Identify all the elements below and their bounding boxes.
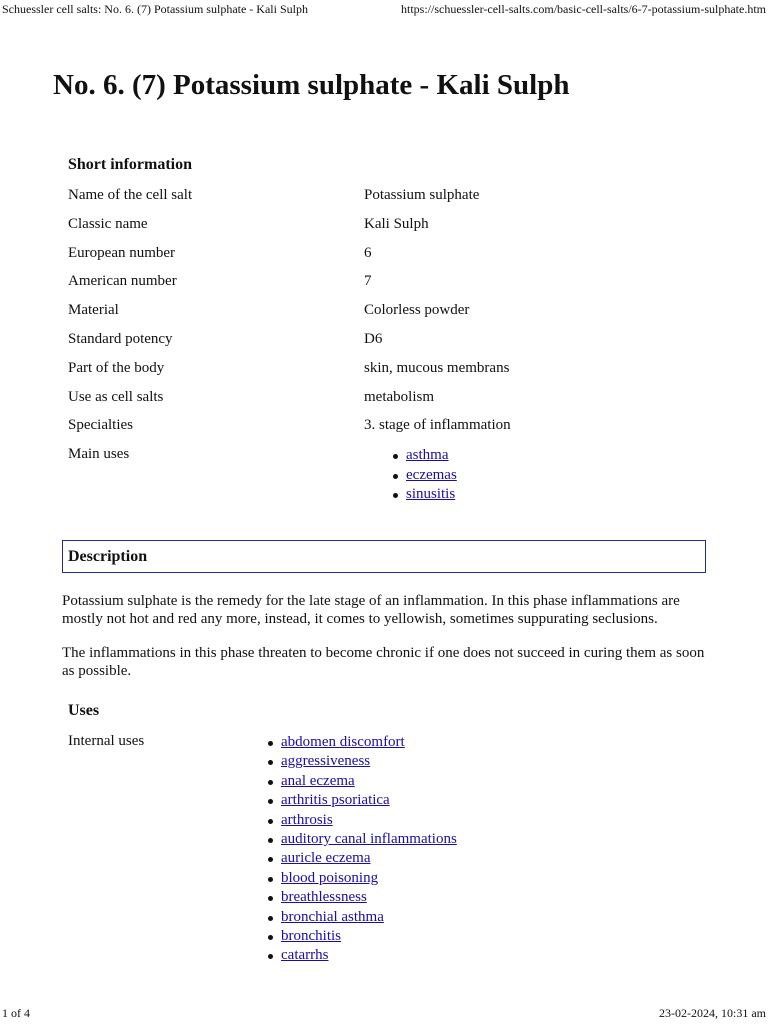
list-item (265, 908, 457, 927)
internal-use-link[interactable]: bronchial asthma (281, 908, 384, 925)
info-row-specialties (68, 414, 708, 443)
info-label: Standard potency (68, 330, 173, 347)
internal-use-link[interactable]: anal eczema (281, 772, 355, 789)
list-item (265, 791, 457, 810)
info-value: 3. stage of inflammation (364, 417, 511, 434)
info-value: 7 (364, 273, 372, 290)
short-information-table (68, 184, 708, 502)
info-label: Specialties (68, 417, 133, 434)
info-label: American number (68, 273, 177, 290)
description-paragraph: The inflammations in this phase threaten to become chronic if one does not succeed in curing them as soon as possible. (62, 645, 705, 679)
info-row-name (68, 184, 708, 213)
info-value: 6 (364, 244, 372, 261)
short-information-heading: Short information (68, 156, 192, 173)
internal-uses-label: Internal uses (68, 733, 145, 749)
internal-use-link[interactable]: auditory canal inflammations (281, 830, 457, 847)
info-label: Use as cell salts (68, 388, 164, 405)
internal-use-link[interactable]: blood poisoning (281, 869, 379, 886)
page-counter: 1 of 4 (2, 1006, 30, 1020)
info-value: skin, mucous membrans (364, 359, 510, 376)
page-title: No. 6. (7) Potassium sulphate - Kali Sulph (53, 69, 570, 101)
info-row-use-as-cell-salts (68, 386, 708, 415)
print-header-url: https://schuessler-cell-salts.com/basic-cell-salts/6-7-potassium-sulphate.htm (400, 2, 766, 16)
description-paragraph: Potassium sulphate is the remedy for the late stage of an inflammation. In this phase inflammations are mostly not hot and red any more, instead, it comes to yellowish, sometimes suppurating seclusions. (62, 593, 680, 627)
main-use-link[interactable]: sinusitis (406, 485, 456, 502)
info-value: metabolism (364, 388, 434, 405)
info-label: Name of the cell salt (68, 187, 193, 203)
internal-use-link[interactable]: bronchitis (281, 927, 341, 944)
info-row-main-uses (68, 443, 708, 502)
description-heading-box (62, 540, 706, 573)
main-use-link[interactable]: asthma (406, 447, 449, 464)
info-label: Part of the body (68, 359, 165, 376)
list-item (390, 466, 457, 485)
main-uses-label: Main uses (68, 446, 130, 463)
print-date: 23-02-2024, 10:31 am (659, 1006, 766, 1020)
internal-use-link[interactable]: arthrosis (281, 811, 333, 828)
description-heading: Description (68, 548, 148, 565)
list-item (265, 946, 457, 965)
list-item (265, 849, 457, 868)
info-value: Potassium sulphate (364, 187, 480, 203)
info-row-european-number (68, 242, 708, 271)
list-item (390, 446, 457, 465)
info-label: Material (68, 302, 119, 319)
internal-use-link[interactable]: arthritis psoriatica (281, 792, 390, 809)
main-uses-list (390, 446, 457, 504)
info-label: Classic name (68, 215, 148, 232)
main-use-link[interactable]: eczemas (406, 466, 457, 483)
internal-use-link[interactable]: aggressiveness (281, 753, 371, 770)
list-item (265, 869, 457, 888)
info-value: Kali Sulph (364, 215, 429, 232)
list-item (265, 772, 457, 791)
list-item (265, 752, 457, 771)
list-item (265, 733, 457, 752)
info-row-material (68, 299, 708, 328)
info-row-american-number (68, 270, 708, 299)
print-header-title: Schuessler cell salts: No. 6. (7) Potassium sulphate - Kali Sulph (2, 2, 308, 16)
internal-uses-list (265, 733, 457, 966)
info-value: D6 (364, 330, 383, 347)
internal-use-link[interactable]: breathlessness (281, 889, 367, 906)
info-value: Colorless powder (364, 302, 470, 319)
info-row-standard-potency (68, 328, 708, 357)
info-row-classic-name (68, 213, 708, 242)
short-information-section (68, 154, 708, 502)
info-row-part-of-body (68, 357, 708, 386)
internal-use-link[interactable]: catarrhs (281, 947, 329, 964)
list-item (265, 811, 457, 830)
uses-heading: Uses (68, 702, 100, 719)
list-item (265, 830, 457, 849)
internal-use-link[interactable]: abdomen discomfort (281, 734, 405, 750)
list-item (265, 927, 457, 946)
list-item (390, 485, 457, 504)
print-footer (0, 1006, 768, 1024)
internal-use-link[interactable]: auricle eczema (281, 850, 371, 867)
list-item (265, 888, 457, 907)
print-header (0, 0, 768, 18)
info-label: European number (68, 244, 176, 261)
